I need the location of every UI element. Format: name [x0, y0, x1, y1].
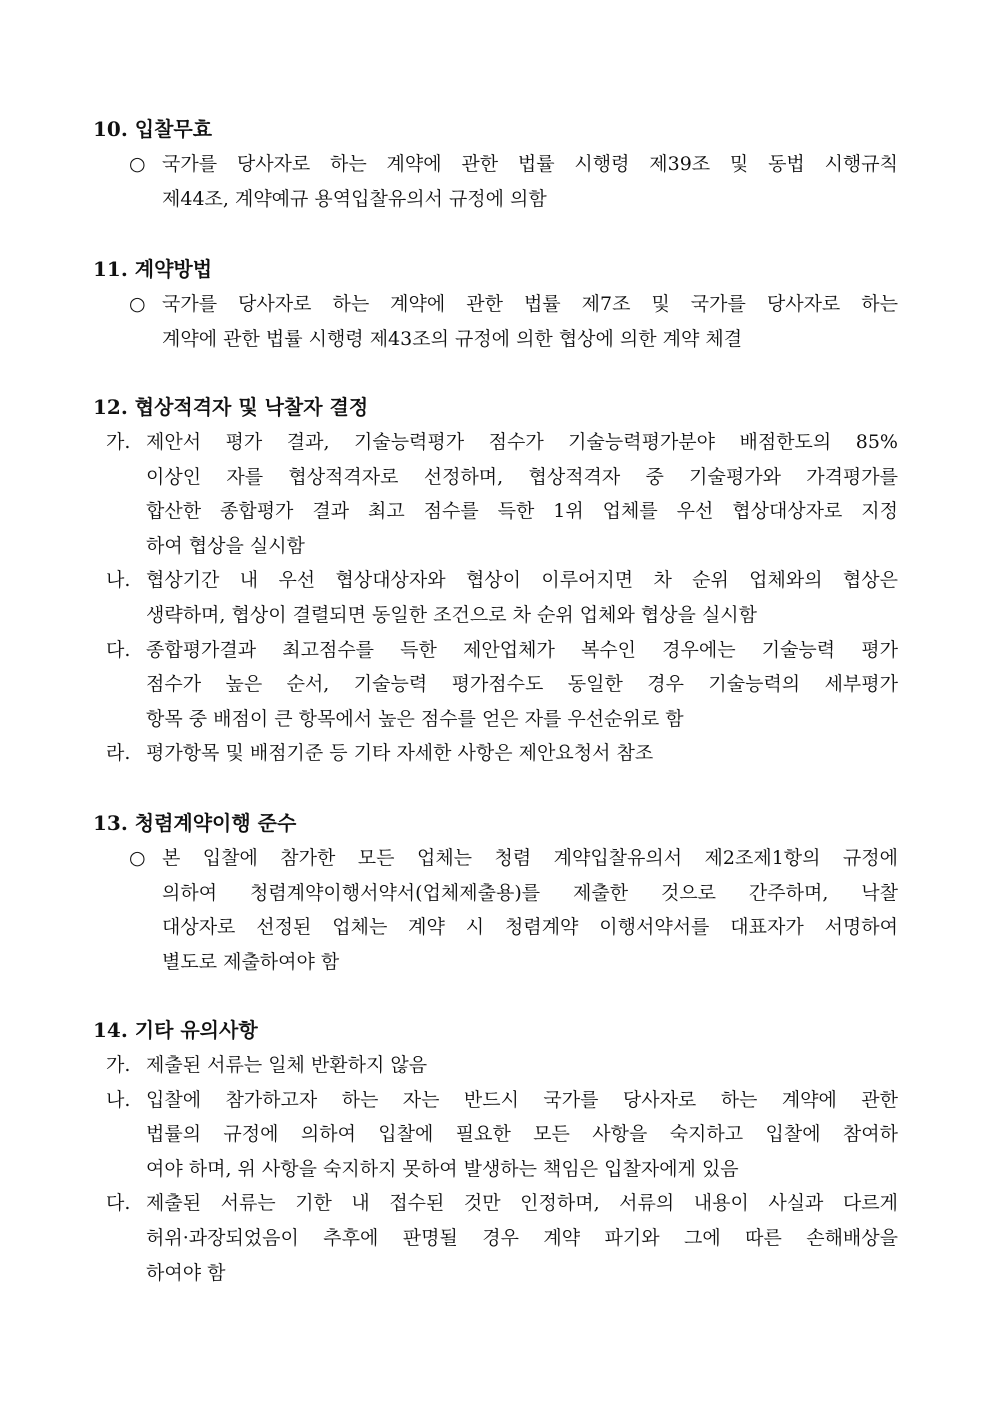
bullet-item: [93, 147, 898, 216]
list-item: [93, 425, 898, 563]
text-line: 종합평가결과 최고점수를 득한 제안업체가 복수인 경우에는 기술능력 평가: [146, 638, 898, 661]
list-marker: 나.: [106, 569, 131, 592]
section: [93, 1013, 898, 1290]
text-line: 생략하며, 협상이 결렬되면 동일한 조건으로 차 순위 업체와 협상을 실시함: [146, 603, 758, 626]
text-line: 제출된 서류는 기한 내 접수된 것만 인정하며, 서류의 내용이 사실과 다르게: [146, 1192, 898, 1215]
bullet-item: [93, 287, 898, 356]
list-marker: 다.: [106, 1192, 131, 1215]
section: [93, 112, 898, 216]
list-item: [93, 633, 898, 737]
text-line: 협상기간 내 우선 협상대상자와 협상이 이루어지면 차 순위 업체와의 협상은: [146, 569, 898, 592]
list-marker: 나.: [106, 1088, 131, 1111]
text-line: 제출된 서류는 일체 반환하지 않음: [146, 1054, 428, 1076]
text-line: 이상인 자를 협상적격자로 선정하며, 협상적격자 중 기술평가와 가격평가를: [146, 465, 898, 488]
text-line: 하여 협상을 실시함: [146, 534, 305, 557]
section-heading: 11. 계약방법: [93, 257, 213, 281]
section-heading: 12. 협상적격자 및 낙찰자 결정: [93, 395, 369, 419]
text-line: 여야 하며, 위 사항을 숙지하지 못하여 발생하는 책임은 입찰자에게 있음: [146, 1157, 739, 1180]
circle-bullet-icon: ○: [129, 847, 146, 869]
text-line: 합산한 종합평가 결과 최고 점수를 득한 1위 업체를 우선 협상대상자로 지정: [146, 500, 898, 523]
text-line: 입찰에 참가하고자 하는 자는 반드시 국가를 당사자로 하는 계약에 관한: [146, 1088, 898, 1111]
text-line: 제안서 평가 결과, 기술능력평가 점수가 기술능력평가분야 배점한도의 85%: [146, 431, 898, 453]
section-heading: 13. 청렴계약이행 준수: [93, 811, 297, 835]
section: [93, 806, 898, 979]
list-marker: 라.: [106, 742, 131, 765]
list-marker: 가.: [106, 431, 131, 453]
text-line: 항목 중 배점이 큰 항목에서 높은 점수를 얻은 자를 우선순위로 함: [146, 707, 684, 730]
text-line: 대상자로 선정된 업체는 계약 시 청렴계약 이행서약서를 대표자가 서명하여: [162, 916, 898, 939]
text-line: 하여야 함: [146, 1261, 226, 1284]
list-item: [93, 1083, 898, 1187]
section: [93, 390, 898, 771]
text-line: 허위·과장되었음이 추후에 판명될 경우 계약 파기와 그에 따른 손해배상을: [146, 1226, 898, 1249]
list-item: [93, 563, 898, 632]
text-line: 의하여 청렴계약이행서약서(업체제출용)를 제출한 것으로 간주하며, 낙찰: [162, 881, 898, 904]
list-item: [93, 1048, 898, 1083]
list-marker: 가.: [106, 1054, 131, 1076]
list-item: [93, 1186, 898, 1290]
section-heading: 10. 입찰무효: [93, 117, 213, 141]
text-line: 제44조, 계약예규 용역입찰유의서 규정에 의함: [162, 187, 547, 210]
text-line: 국가를 당사자로 하는 계약에 관한 법률 시행령 제39조 및 동법 시행규칙: [162, 153, 898, 175]
text-line: 평가항목 및 배점기준 등 기타 자세한 사항은 제안요청서 참조: [146, 742, 654, 765]
text-line: 별도로 제출하여야 함: [162, 950, 340, 973]
circle-bullet-icon: ○: [129, 153, 146, 175]
bullet-item: [93, 841, 898, 979]
circle-bullet-icon: ○: [129, 293, 146, 315]
text-line: 본 입찰에 참가한 모든 업체는 청렴 계약입찰유의서 제2조제1항의 규정에: [162, 847, 898, 869]
text-line: 계약에 관한 법률 시행령 제43조의 규정에 의한 협상에 의한 계약 체결: [162, 327, 743, 350]
text-line: 국가를 당사자로 하는 계약에 관한 법률 제7조 및 국가를 당사자로 하는: [162, 293, 898, 315]
section-heading: 14. 기타 유의사항: [93, 1018, 258, 1042]
text-line: 법률의 규정에 의하여 입찰에 필요한 모든 사항을 숙지하고 입찰에 참여하: [146, 1123, 898, 1146]
list-item: [93, 736, 898, 771]
text-line: 점수가 높은 순서, 기술능력 평가점수도 동일한 경우 기술능력의 세부평가: [146, 673, 898, 696]
section: [93, 252, 898, 356]
list-marker: 다.: [106, 638, 131, 661]
